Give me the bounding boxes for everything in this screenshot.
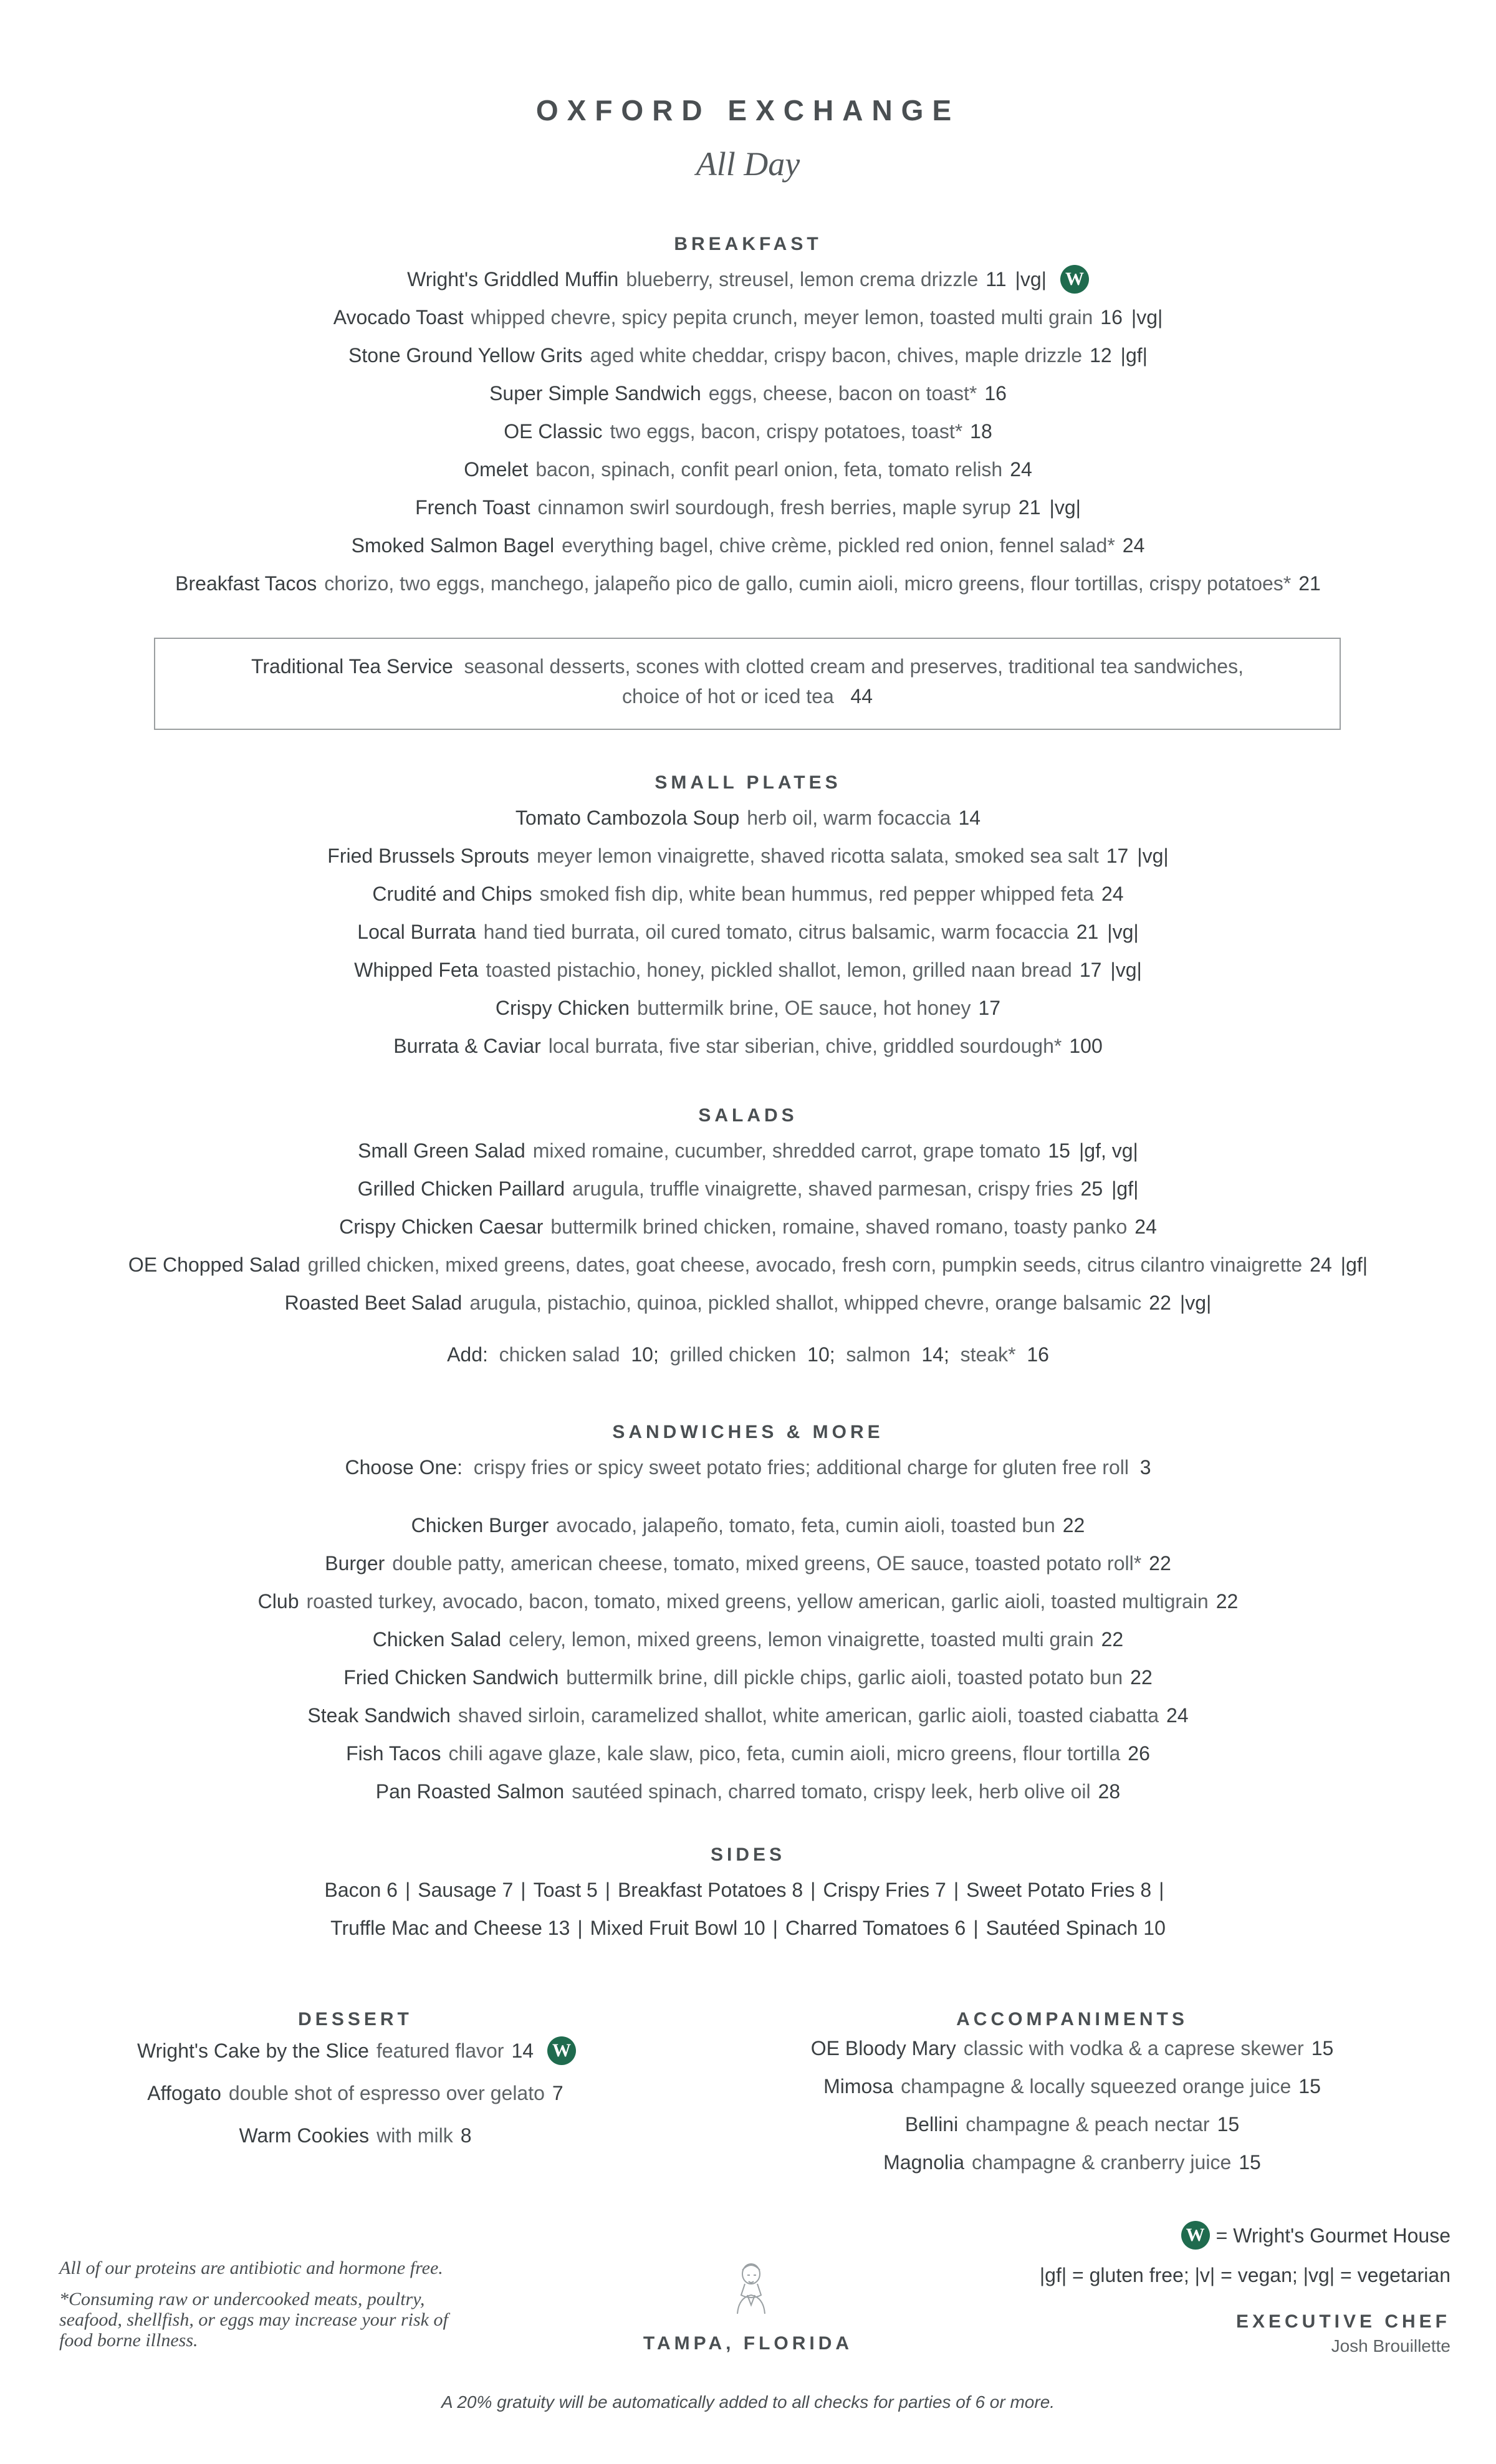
- menu-subtitle: All Day: [696, 145, 800, 183]
- menu-item: Steak Sandwich shaved sirloin, caramelized shallot, white american, garlic aioli, toasted ciabatta 24: [307, 1704, 1189, 1727]
- menu-item: Fried Chicken Sandwich buttermilk brine, dill pickle chips, garlic aioli, toasted potato bun 22: [343, 1666, 1153, 1689]
- menu-item: Roasted Beet Salad arugula, pistachio, quinoa, pickled shallot, whipped chevre, orange balsamic 22 |vg|: [284, 1292, 1212, 1314]
- wrights-badge-icon: W: [547, 2036, 576, 2065]
- choose-one-line: Choose One: crispy fries or spicy sweet potato fries; additional charge for gluten free roll 3: [345, 1456, 1151, 1479]
- menu-item: Affogato double shot of espresso over gelato 7: [147, 2082, 563, 2104]
- section-title: SMALL PLATES: [654, 772, 842, 793]
- menu-item: Super Simple Sandwich eggs, cheese, bacon on toast* 16: [489, 382, 1007, 405]
- menu-item: Burrata & Caviar local burrata, five star siberian, chive, griddled sourdough* 100: [393, 1035, 1103, 1057]
- menu-item: Local Burrata hand tied burrata, oil cured tomato, citrus balsamic, warm focaccia 21 |vg|: [357, 921, 1139, 943]
- menu-item: Magnolia champagne & cranberry juice 15: [883, 2151, 1261, 2174]
- menu-item: Pan Roasted Salmon sautéed spinach, charred tomato, crispy leek, herb olive oil 28: [375, 1780, 1121, 1803]
- menu-item: Omelet bacon, spinach, confit pearl onion, feta, tomato relish 24: [464, 458, 1032, 481]
- menu-item: Fried Brussels Sprouts meyer lemon vinaigrette, shaved ricotta salata, smoked sea salt 17 |vg|: [327, 845, 1169, 867]
- breakfast-section: [0, 232, 1496, 603]
- menu-item: Tomato Cambozola Soup herb oil, warm focaccia 14: [515, 807, 981, 829]
- tea-price: 44: [850, 685, 873, 707]
- sides-line-2: Truffle Mac and Cheese 13 | Mixed Fruit Bowl 10 | Charred Tomatoes 6 | Sautéed Spinach 10: [330, 1917, 1166, 1939]
- menu-item: Smoked Salmon Bagel everything bagel, chive crème, pickled red onion, fennel salad* 24: [351, 534, 1145, 557]
- menu-item: Grilled Chicken Paillard arugula, truffle vinaigrette, shaved parmesan, crispy fries 25 |gf|: [357, 1177, 1139, 1200]
- sandwiches-section: [0, 1420, 1496, 1811]
- raw-note-1: *Consuming raw or undercooked meats, poultry,: [59, 2289, 425, 2309]
- small-plates-section: [0, 770, 1496, 1065]
- menu-item: Whipped Feta toasted pistachio, honey, pickled shallot, lemon, grilled naan bread 17 |vg|: [354, 959, 1142, 981]
- brand-title: OXFORD EXCHANGE: [535, 94, 961, 127]
- tea-desc-1: seasonal desserts, scones with clotted cream and preserves, traditional tea sandwiches,: [464, 655, 1244, 678]
- menu-item: Warm Cookies with milk 8: [239, 2124, 472, 2147]
- menu-item: Bellini champagne & peach nectar 15: [904, 2113, 1240, 2136]
- sides-line-1: Bacon 6 | Sausage 7 | Toast 5 | Breakfast Potatoes 8 | Crispy Fries 7 | Sweet Potato Fries 8 |: [324, 1879, 1164, 1901]
- raw-note-3: food borne illness.: [59, 2330, 198, 2351]
- menu-item: OE Bloody Mary classic with vodka & a caprese skewer 15: [810, 2037, 1334, 2059]
- tea-service-box: [154, 638, 1341, 730]
- menu-item: Avocado Toast whipped chevre, spicy pepita crunch, meyer lemon, toasted multi grain 16 |vg|: [333, 306, 1163, 328]
- menu-item: Wright's Cake by the Slice featured flavor 14 W: [137, 2030, 573, 2072]
- menu-item: Mimosa champagne & locally squeezed orange juice 15: [823, 2075, 1321, 2097]
- section-title: SALADS: [698, 1105, 798, 1126]
- menu-item: Fish Tacos chili agave glaze, kale slaw, pico, feta, cumin aioli, micro greens, flour tortilla 26: [346, 1742, 1150, 1765]
- wrights-legend: W = Wright's Gourmet House: [1181, 2223, 1450, 2251]
- section-title: DESSERT: [298, 2009, 413, 2030]
- section-title: ACCOMPANIMENTS: [956, 2009, 1188, 2030]
- section-title: SANDWICHES & MORE: [612, 1422, 884, 1442]
- wrights-badge-icon: W: [1060, 265, 1089, 294]
- menu-item: Crudité and Chips smoked fish dip, white bean hummus, red pepper whipped feta 24: [372, 883, 1124, 905]
- chef-title: EXECUTIVE CHEF: [1235, 2311, 1450, 2332]
- menu-item: French Toast cinnamon swirl sourdough, fresh berries, maple syrup 21 |vg|: [415, 496, 1081, 519]
- menu-item: OE Classic two eggs, bacon, crispy potatoes, toast* 18: [504, 420, 992, 443]
- menu-item: Chicken Salad celery, lemon, mixed greens, lemon vinaigrette, toasted multi grain 22: [372, 1628, 1124, 1651]
- tea-name: Traditional Tea Service: [251, 655, 453, 678]
- menu-item: Crispy Chicken buttermilk brine, OE sauce, hot honey 17: [495, 997, 1001, 1019]
- salad-add-ons: Add: chicken salad 10; grilled chicken 10; salmon 14; steak* 16: [447, 1343, 1049, 1366]
- section-title: BREAKFAST: [674, 234, 822, 254]
- gratuity-note: A 20% gratuity will be automatically added to all checks for parties of 6 or more.: [441, 2392, 1055, 2412]
- menu-item: Club roasted turkey, avocado, bacon, tomato, mixed greens, yellow american, garlic aioli, toasted multigrain 22: [257, 1590, 1239, 1613]
- chef-name: Josh Brouillette: [1331, 2336, 1450, 2356]
- wrights-badge-icon: W: [1181, 2221, 1210, 2250]
- section-title: SIDES: [710, 1844, 786, 1865]
- salads-section: [0, 1103, 1496, 1366]
- tea-desc-2: choice of hot or iced tea: [621, 685, 834, 707]
- founder-portrait-icon: [726, 2256, 776, 2319]
- diet-legend: |gf| = gluten free; |v| = vegan; |vg| = vegetarian: [1039, 2264, 1450, 2286]
- menu-item: Chicken Burger avocado, jalapeño, tomato, feta, cumin aioli, toasted bun 22: [411, 1514, 1085, 1536]
- menu-item: OE Chopped Salad grilled chicken, mixed greens, dates, goat cheese, avocado, fresh corn, pumpkin seeds, citrus cilantro vinaigrette 24 |gf|: [128, 1254, 1368, 1276]
- menu-item: Crispy Chicken Caesar buttermilk brined chicken, romaine, shaved romano, toasty panko 24: [339, 1215, 1157, 1238]
- menu-item: Stone Ground Yellow Grits aged white cheddar, crispy bacon, chives, maple drizzle 12 |gf|: [348, 344, 1148, 367]
- menu-item: Burger double patty, american cheese, tomato, mixed greens, OE sauce, toasted potato roll* 22: [325, 1552, 1171, 1575]
- proteins-note: All of our proteins are antibiotic and hormone free.: [59, 2258, 443, 2278]
- dessert-section: [137, 2007, 573, 2157]
- menu-item: Breakfast Tacos chorizo, two eggs, manchego, jalapeño pico de gallo, cumin aioli, micro greens, flour tortillas, crispy potatoes* 21: [175, 572, 1321, 595]
- accompaniments-section: [798, 2007, 1346, 2182]
- menu-item: Small Green Salad mixed romaine, cucumber, shredded carrot, grape tomato 15 |gf, vg|: [358, 1139, 1138, 1162]
- sides-section: [0, 1843, 1496, 1947]
- location-label: TAMPA, FLORIDA: [643, 2333, 853, 2354]
- raw-note-2: seafood, shellfish, or eggs may increase your risk of: [59, 2309, 448, 2330]
- menu-item: Wright's Griddled Muffin blueberry, streusel, lemon crema drizzle 11 |vg| W: [0, 261, 1496, 299]
